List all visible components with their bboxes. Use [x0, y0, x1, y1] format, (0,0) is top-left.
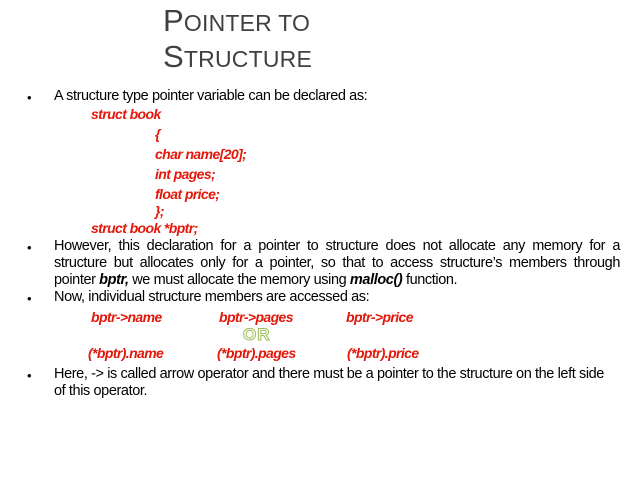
bullet-3-text: Now, individual structure members are accessed as: [54, 289, 370, 305]
bullet-2-marker: • [27, 240, 32, 255]
bullet-1-marker: • [27, 90, 32, 105]
code-arrow-pages: bptr->pages [219, 309, 293, 325]
or-label: OR [243, 325, 271, 344]
code-char-name: char name[20]; [155, 146, 247, 162]
slide-title [163, 4, 312, 76]
code-int-pages: int pages; [155, 166, 216, 182]
title-line-2: STRUCTURE [163, 39, 312, 74]
code-close-brace: }; [155, 203, 164, 219]
bullet-4-text: Here, -> is called arrow operator and there must be a pointer to the structure on the left side of this operator. [54, 366, 604, 399]
bptr-term: bptr, [99, 272, 129, 288]
bullet-4-marker: • [27, 368, 32, 383]
code-arrow-name: bptr->name [91, 309, 162, 325]
code-pointer-decl: struct book *bptr; [91, 220, 198, 236]
code-arrow-price: bptr->price [346, 309, 413, 325]
malloc-term: malloc() [349, 272, 403, 288]
code-float-price: float price; [155, 186, 220, 202]
code-deref-pages: (*bptr).pages [217, 345, 296, 361]
bullet-1-text: A structure type pointer variable can be declared as: [54, 88, 368, 104]
code-deref-name: (*bptr).name [88, 345, 164, 361]
bullet-3-marker: • [27, 291, 32, 306]
code-struct-book: struct book [91, 106, 161, 122]
title-line-1: POINTER TO [163, 3, 311, 38]
code-deref-price: (*bptr).price [347, 345, 419, 361]
bullet-2-text: However, this declaration for a pointer to structure does not allocate any memory for a structure but allocates only for a pointer, so that to access structure’s members through pointer bptr, we must allocate the memory using malloc() function. [54, 238, 620, 288]
code-open-brace: { [155, 126, 160, 142]
